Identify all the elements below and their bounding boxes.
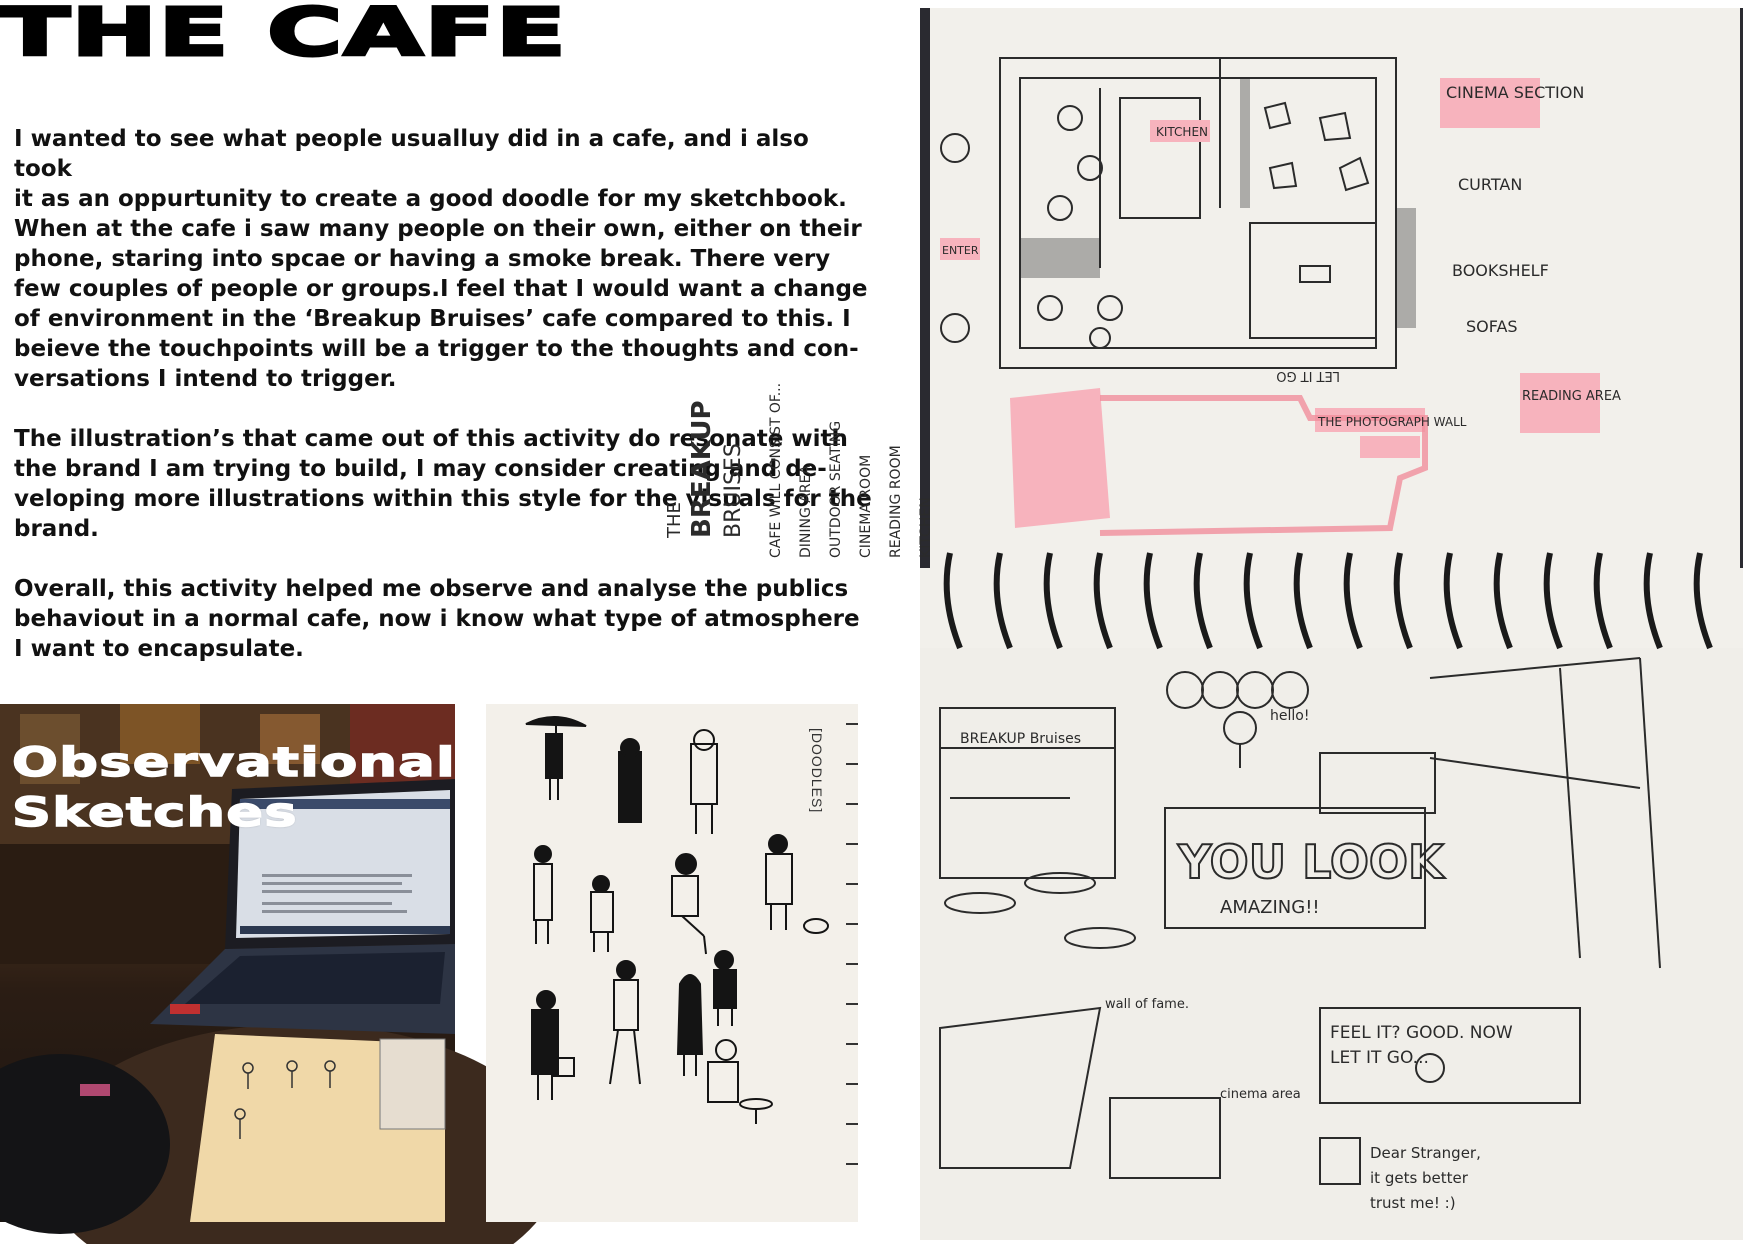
label-let-it-go: LET IT GO [1276,368,1340,383]
label-cinema-area: cinema area [1220,1087,1301,1102]
overlay-title-observational: Observational [12,740,456,786]
label-you-look: YOU LOOK [1178,835,1444,889]
brand-the: THE [664,502,685,538]
label-kitchen: KITCHEN [1156,125,1208,139]
doodle-figures [486,704,858,1222]
label-amazing: AMAZING!! [1220,897,1320,918]
label-sofas: SOFAS [1466,317,1518,336]
label-feel-it-1: FEEL IT? GOOD. NOW [1330,1023,1513,1043]
page-title: THE CAFE [0,0,568,71]
label-speech: hello! [1270,708,1310,724]
brand-item-kitchen: KITCHEN [918,497,934,558]
paragraph-1: I wanted to see what people usualluy did in a cafe, and i also took it as an oppurtunity to create a good doodle for my sketchbook. When at the cafe i saw many people on their own, either on their phone, staring into spcae or having a smoke break. There very few couples of people or groups.I feel that I would want a change of environment in the ‘Breakup Bruises’ cafe compared to this. I beieve the touchpoints will be a trigger to the thoughts and con- versations I intend to trigger. [14,126,868,392]
brand-bruises: BRUISES [721,443,746,538]
paragraph-3: Overall, this activity helped me observe and analyse the publics behaviout in a normal cafe, now i know what type of atmosphere I want to encapsulate. [14,576,860,662]
label-photograph-wall: THE PHOTOGRAPH WALL [1318,415,1467,429]
label-bookshelf: BOOKSHELF [1452,261,1549,280]
label-wall-of-fame: wall of fame. [1105,997,1189,1012]
doodles-label: [DOODLES] [809,728,825,814]
brand-item-outdoor: OUTDOOR SEATING [828,420,844,558]
label-shop-sign: BREAKUP Bruises [960,731,1082,747]
label-curtain: CURTAN [1458,175,1523,194]
label-entrance: ENTER [942,244,979,257]
doodles-photo [486,704,858,1222]
label-feel-it-2: LET IT GO... [1330,1048,1429,1068]
body-text [14,124,874,694]
brand-breakup: BREAKUP [687,400,717,538]
brand-consists: CAFE WILL CONSIST OF... [768,382,784,558]
brand-item-reading: READING ROOM [888,445,904,558]
label-reading-area: READING AREA [1522,389,1621,404]
label-note-2: it gets better [1370,1169,1468,1187]
brand-item-cinema: CINEMA ROOM [858,454,874,558]
paragraph-2: The illustration’s that came out of this activity do resonate with the brand I am trying to build, I may consider creating and de- veloping more illustrations within this style for the visuals for the brand. [14,426,872,542]
overlay-title-sketches: Sketches [12,790,298,836]
label-note-1: Dear Stranger, [1370,1144,1481,1162]
label-note-3: trust me! :) [1370,1194,1456,1212]
brand-item-dining: DINING AREA [798,464,814,558]
label-cinema-section: CINEMA SECTION [1446,83,1585,102]
cafe-photo [0,704,455,1222]
